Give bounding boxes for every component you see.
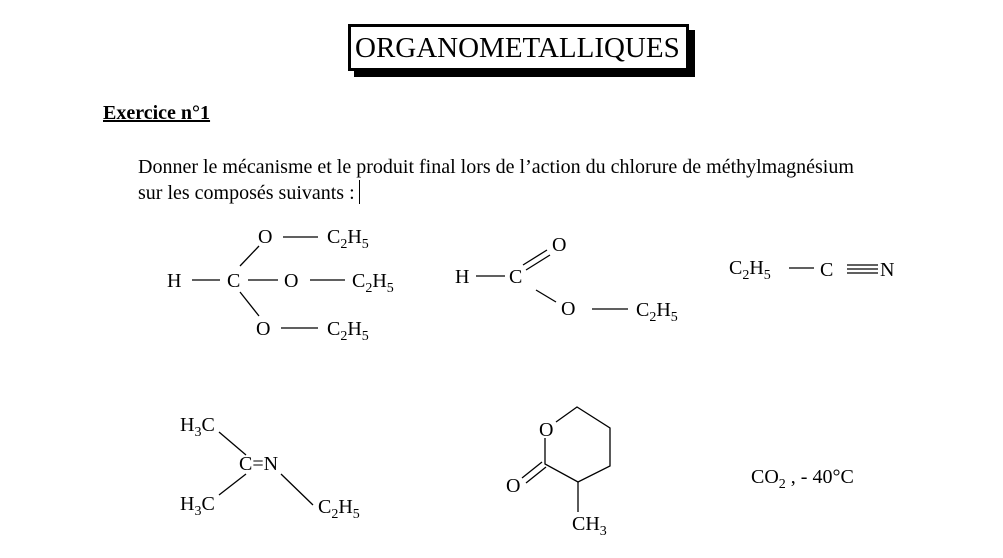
bond bbox=[219, 432, 246, 455]
atom-o: O bbox=[256, 318, 271, 340]
double-bond bbox=[526, 255, 550, 270]
atom-o: O bbox=[539, 419, 554, 441]
bond bbox=[536, 290, 556, 302]
group-methyl: $CH_3$ bbox=[572, 513, 607, 539]
atom-o: O bbox=[258, 226, 273, 248]
exercise-heading: Exercice n°1 bbox=[103, 102, 211, 124]
atom-o: O bbox=[552, 234, 567, 256]
imine-center: C=N bbox=[239, 453, 279, 475]
page-title: ORGANOMETALLIQUES bbox=[348, 24, 689, 71]
atom-c: C bbox=[820, 259, 834, 281]
group-ethyl: $C_2H_5$ bbox=[729, 257, 771, 283]
atom-n: N bbox=[880, 259, 895, 281]
bond bbox=[240, 246, 259, 266]
group-ethyl: $C_2H_5$ bbox=[327, 318, 369, 344]
compound-co2 bbox=[751, 466, 854, 492]
atom-o: O bbox=[506, 475, 521, 497]
atom-c: C bbox=[509, 266, 523, 288]
compound-propionitrile bbox=[729, 257, 894, 283]
compound-imine bbox=[180, 414, 360, 522]
bond bbox=[219, 474, 246, 495]
group-methyl: $H_3C$ bbox=[180, 493, 215, 519]
atom-c: C bbox=[227, 270, 241, 292]
bond bbox=[240, 292, 259, 316]
co2-conditions: $CO_2$ , - 40°C bbox=[751, 466, 854, 492]
double-bond bbox=[523, 250, 547, 265]
double-bond bbox=[522, 462, 542, 478]
group-ethyl: $C_2H_5$ bbox=[327, 226, 369, 252]
atom-o: O bbox=[561, 298, 576, 320]
atom-o: O bbox=[284, 270, 299, 292]
atom-h: H bbox=[455, 266, 470, 288]
ring-bonds bbox=[545, 407, 610, 482]
double-bond bbox=[526, 467, 546, 483]
group-ethyl: $C_2H_5$ bbox=[636, 299, 678, 325]
instruction-line-2-text: sur les composés suivants : bbox=[138, 182, 355, 204]
group-ethyl: $C_2H_5$ bbox=[352, 270, 394, 296]
group-methyl: $H_3C$ bbox=[180, 414, 215, 440]
compound-orthoformate bbox=[167, 226, 394, 344]
instruction-line-1: Donner le mécanisme et le produit final lors de l’action du chlorure de méthylmagnésium bbox=[138, 156, 854, 178]
bond bbox=[281, 474, 313, 505]
group-ethyl: $C_2H_5$ bbox=[318, 496, 360, 522]
compound-lactone bbox=[506, 407, 610, 539]
atom-h: H bbox=[167, 270, 182, 292]
compound-ethyl-formate bbox=[455, 234, 678, 325]
